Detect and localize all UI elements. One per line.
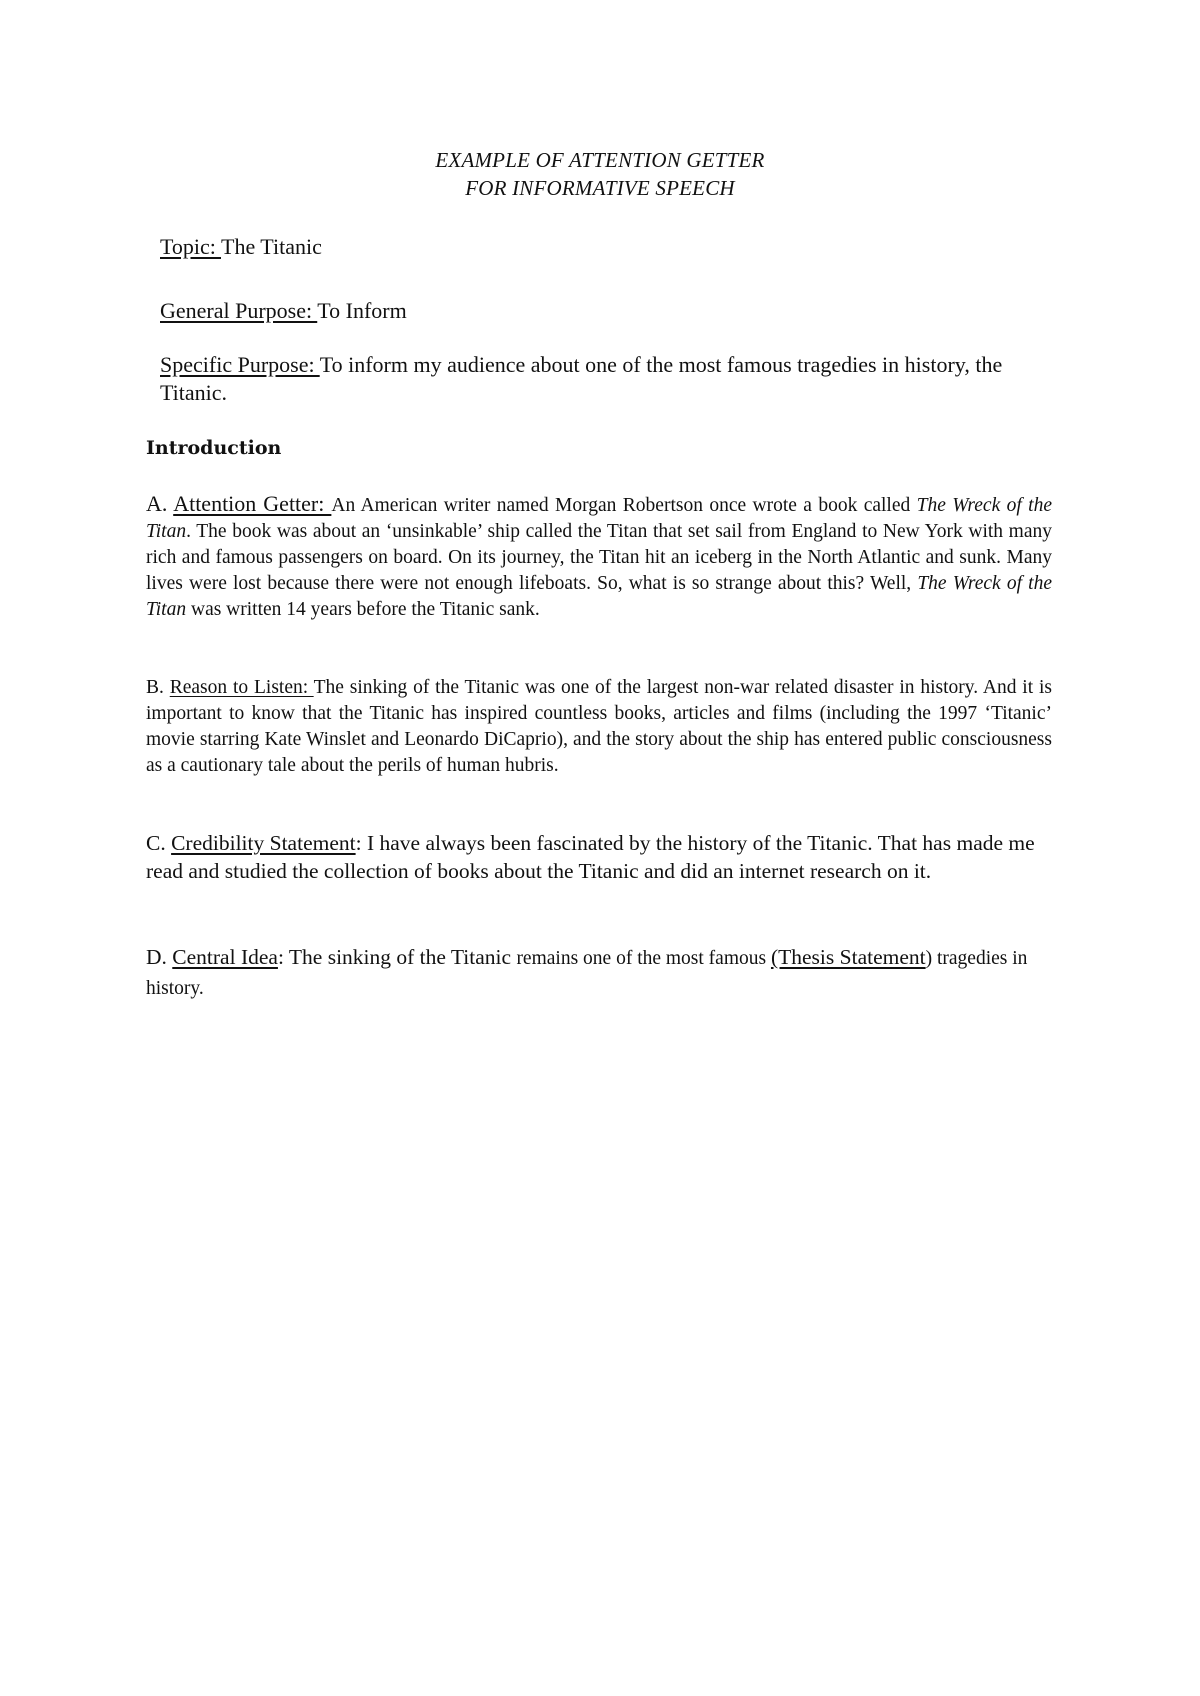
specific-purpose-label: Specific Purpose: xyxy=(160,352,320,377)
attention-getter-paragraph xyxy=(146,491,1052,623)
thesis-statement-label: (Thesis Statement xyxy=(770,945,926,969)
central-idea-text-2: remains one of the most famous xyxy=(516,948,771,969)
specific-purpose-value: To inform my audience about one of the most famous tragedies in history, the Titanic. xyxy=(160,352,1003,405)
central-idea-label: Central Idea xyxy=(172,945,278,969)
credibility-statement-paragraph xyxy=(146,829,1052,885)
book-title-2: The Wreck of the Titan xyxy=(146,573,1052,620)
topic-value: The Titanic xyxy=(221,234,322,259)
reason-to-listen-paragraph xyxy=(146,675,1052,779)
general-purpose-value: To Inform xyxy=(317,298,407,323)
topic-label: Topic: xyxy=(160,234,221,259)
central-idea-letter: D. xyxy=(146,945,173,969)
credibility-statement-label: Credibility Statement xyxy=(171,831,356,855)
attention-getter-text-1: An American writer named Morgan Robertson once wrote a book called xyxy=(331,495,917,516)
book-title-1: The Wreck of the Titan xyxy=(146,495,1052,542)
general-purpose-line xyxy=(160,297,1040,325)
attention-getter-text-3: was written 14 years before the Titanic sank. xyxy=(186,599,540,620)
topic-line xyxy=(160,233,1040,261)
attention-getter-label: Attention Getter: xyxy=(173,491,332,516)
general-purpose-label: General Purpose: xyxy=(160,298,318,323)
central-idea-text-1: : The sinking of the Titanic xyxy=(277,945,517,969)
introduction-heading: Introduction xyxy=(146,437,282,459)
specific-purpose-line xyxy=(160,351,1040,407)
reason-to-listen-letter: B. xyxy=(146,677,170,698)
central-idea-text-3: ) tragedies in history. xyxy=(146,948,1028,999)
document-title-line-1: EXAMPLE OF ATTENTION GETTER xyxy=(435,148,765,172)
credibility-statement-text: : I have always been fascinated by the history of the Titanic. That has made me read and studied the collection of books about the Titanic and did an internet research on it. xyxy=(146,831,1035,883)
attention-getter-letter: A. xyxy=(146,491,174,516)
credibility-statement-letter: C. xyxy=(146,831,172,855)
central-idea-paragraph xyxy=(146,943,1052,1003)
reason-to-listen-label: Reason to Listen: xyxy=(169,677,314,698)
attention-getter-text-2: . The book was about an ‘unsinkable’ ship called the Titan that set sail from England to New York with many rich and famous passengers on board. On its journey, the Titan hit an iceberg in the North Atlantic and sunk. Many lives were lost because there were not enough lifeboats. So, what is so strange about this? Well, xyxy=(146,521,1052,594)
document-title-line-2: FOR INFORMATIVE SPEECH xyxy=(465,176,735,200)
reason-to-listen-text: The sinking of the Titanic was one of the largest non-war related disaster in history. And it is important to know that the Titanic has inspired countless books, articles and films (including the 1997 ‘Titanic’ movie starring Kate Winslet and Leonardo DiCaprio), and the story about the ship has entered public consciousness as a cautionary tale about the perils of human hubris. xyxy=(146,677,1052,776)
